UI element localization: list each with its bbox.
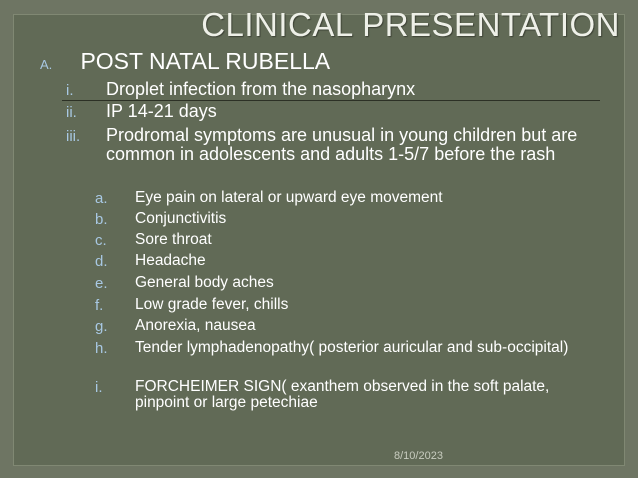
list-marker: h. bbox=[95, 340, 108, 357]
list-text: Tender lymphadenopathy( posterior auricular and sub-occipital) bbox=[135, 339, 569, 356]
list-marker: ii. bbox=[66, 104, 77, 121]
list-marker: d. bbox=[95, 253, 108, 270]
list-text: Sore throat bbox=[135, 231, 212, 248]
list-text: General body aches bbox=[135, 274, 274, 291]
list-item bbox=[95, 253, 595, 270]
list-item bbox=[95, 379, 595, 411]
slide-date: 8/10/2023 bbox=[394, 450, 443, 462]
list-item bbox=[95, 211, 595, 228]
list-marker: iii. bbox=[66, 128, 81, 145]
list-text: Anorexia, nausea bbox=[135, 317, 256, 334]
list-item bbox=[66, 102, 217, 121]
list-item bbox=[66, 126, 596, 164]
list-marker: i. bbox=[66, 82, 74, 99]
list-text: FORCHEIMER SIGN( exanthem observed in the soft palate, pinpoint or large petechiae bbox=[135, 378, 550, 411]
list-marker: i. bbox=[95, 379, 103, 396]
list-item bbox=[95, 275, 595, 292]
list-item bbox=[95, 190, 595, 207]
list-text: Eye pain on lateral or upward eye movement bbox=[135, 189, 443, 206]
list-item bbox=[95, 232, 595, 249]
list-text: Headache bbox=[135, 252, 206, 269]
section-text: POST NATAL RUBELLA bbox=[80, 48, 331, 74]
list-text: Low grade fever, chills bbox=[135, 296, 289, 313]
section-heading bbox=[40, 48, 330, 75]
list-marker: e. bbox=[95, 275, 108, 292]
list-text: Conjunctivitis bbox=[135, 210, 227, 227]
list-text: Droplet infection from the nasopharynx bbox=[106, 79, 416, 99]
list-text: Prodromal symptoms are unusual in young children but are common in adolescents and adults 1-5/7 before the rash bbox=[106, 125, 578, 164]
list-item bbox=[95, 318, 595, 335]
list-marker: b. bbox=[95, 211, 108, 228]
list-marker: g. bbox=[95, 318, 108, 335]
list-item bbox=[66, 80, 415, 99]
list-marker: c. bbox=[95, 232, 107, 249]
slide-title: CLINICAL PRESENTATION bbox=[201, 6, 620, 43]
list-item bbox=[95, 340, 595, 357]
list-marker: f. bbox=[95, 297, 104, 314]
section-marker: A. bbox=[40, 57, 53, 72]
list-item bbox=[95, 297, 595, 314]
list-marker: a. bbox=[95, 190, 108, 207]
list-text: IP 14-21 days bbox=[106, 101, 217, 121]
